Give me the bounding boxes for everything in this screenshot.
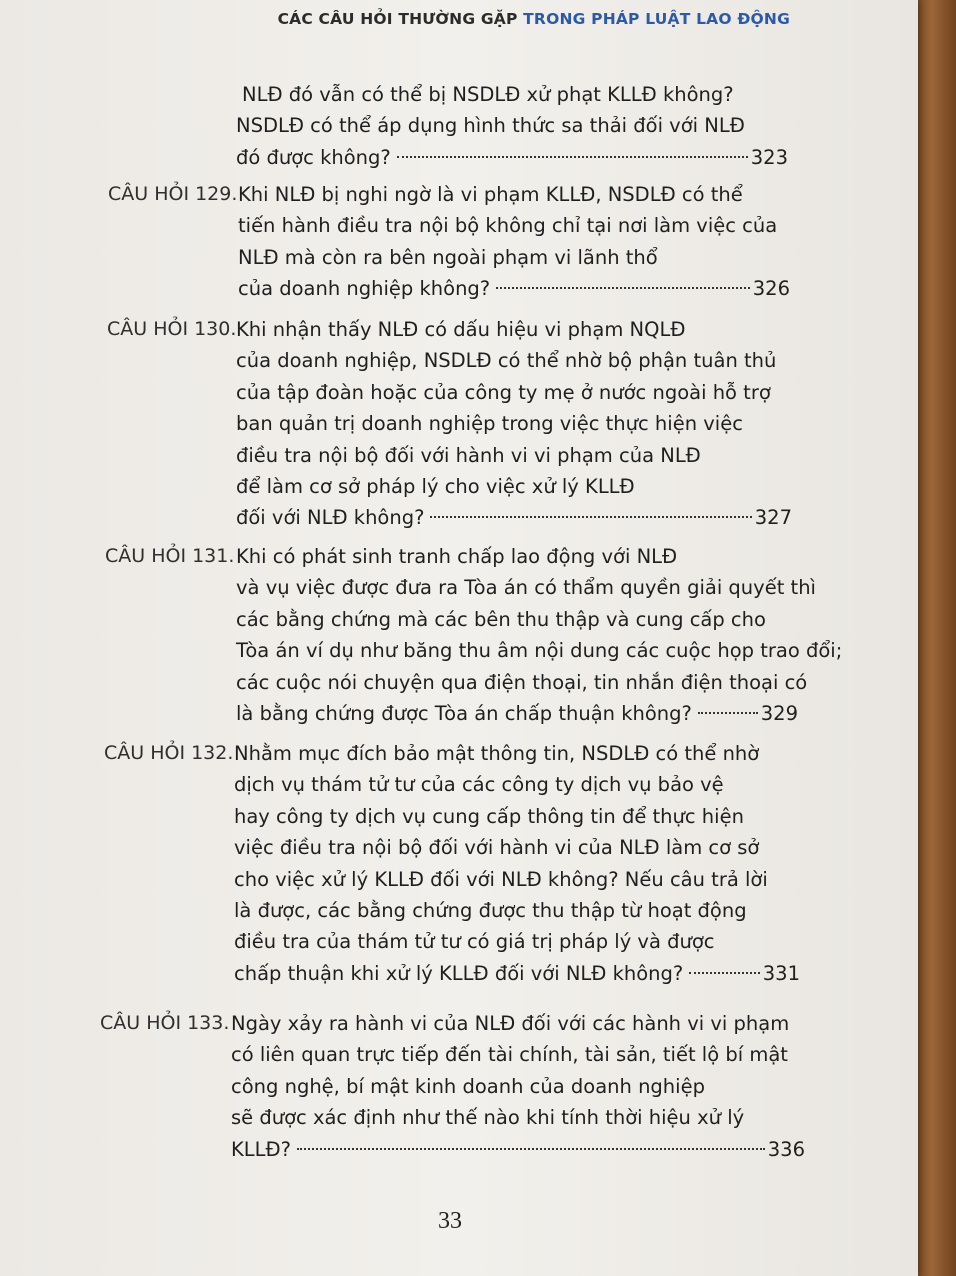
entry-line: Ngày xảy ra hành vi của NLĐ đối với các hành vi vi phạm — [231, 1012, 790, 1035]
entry-line: ban quản trị doanh nghiệp trong việc thực hiện việc — [236, 412, 743, 436]
entry-line: công nghệ, bí mật kinh doanh của doanh nghiệp — [231, 1074, 705, 1098]
dot-leader — [689, 972, 760, 974]
question-label: CÂU HỎI 130. — [107, 318, 237, 340]
entry-last-line — [238, 273, 790, 304]
entry-line: các bằng chứng mà các bên thu thập và cung cấp cho — [236, 607, 766, 631]
entry-line: dịch vụ thám tử tư của các công ty dịch vụ bảo vệ — [234, 773, 724, 797]
page-number: 331 — [762, 961, 800, 985]
page-number: 326 — [752, 277, 790, 301]
entry-line: việc điều tra nội bộ đối với hành vi của NLĐ làm cơ sở — [234, 836, 760, 860]
entry-last-line — [236, 698, 798, 729]
entry-line: là được, các bằng chứng được thu thập từ hoạt động — [234, 898, 747, 922]
entry-line: KLLĐ? — [231, 1137, 291, 1161]
entry-line: cho việc xử lý KLLĐ đối với NLĐ không? Nếu câu trả lời — [234, 867, 768, 891]
entry-line: điều tra của thám tử tư có giá trị pháp lý và được — [234, 930, 715, 954]
entry-line: điều tra nội bộ đối với hành vi vi phạm của NLĐ — [236, 443, 701, 467]
entry-line: sẽ được xác định như thế nào khi tính thời hiệu xử lý — [231, 1106, 745, 1130]
entry-line: NLĐ mà còn ra bên ngoài phạm vi lãnh thổ — [238, 245, 658, 269]
entry-line: các cuộc nói chuyện qua điện thoại, tin nhắn điện thoại có — [236, 670, 808, 694]
table-edge — [916, 0, 956, 1276]
entry-last-line — [236, 502, 792, 533]
running-header-part2: TRONG PHÁP LUẬT LAO ĐỘNG — [523, 10, 790, 28]
entry-line: có liên quan trực tiếp đến tài chính, tài sản, tiết lộ bí mật — [231, 1043, 788, 1067]
page-number: 336 — [767, 1137, 805, 1161]
entry-line: NLĐ đó vẫn có thể bị NSDLĐ xử phạt KLLĐ không? — [242, 83, 734, 106]
entry-line: Khi nhận thấy NLĐ có dấu hiệu vi phạm NQLĐ — [236, 318, 686, 341]
entry-line: của doanh nghiệp, NSDLĐ có thể nhờ bộ phận tuân thủ — [236, 349, 777, 373]
dot-leader — [496, 287, 750, 289]
entry-line: hay công ty dịch vụ cung cấp thông tin để thực hiện — [234, 804, 744, 828]
entry-last-line — [231, 1134, 805, 1165]
dot-leader — [430, 516, 751, 518]
entry-line: chấp thuận khi xử lý KLLĐ đối với NLĐ không? — [234, 961, 684, 985]
question-label: CÂU HỎI 132. — [104, 742, 234, 764]
entry-line: Tòa án ví dụ như băng thu âm nội dung các cuộc họp trao đổi; — [236, 639, 843, 663]
entry-line: của doanh nghiệp không? — [238, 277, 491, 301]
question-label: CÂU HỎI 131. — [105, 545, 235, 567]
dot-leader — [297, 1148, 765, 1150]
question-label: CÂU HỎI 133. — [100, 1012, 230, 1034]
page-number: 323 — [750, 145, 788, 169]
entry-line: đó được không? — [236, 145, 391, 169]
entry-line: đối với NLĐ không? — [236, 506, 425, 530]
dot-leader — [698, 712, 758, 714]
entry-line: Khi NLĐ bị nghi ngờ là vi phạm KLLĐ, NSDLĐ có thể — [238, 183, 743, 206]
entry-last-line — [236, 142, 788, 173]
page-number-folio: 33 — [438, 1208, 462, 1234]
question-label: CÂU HỎI 129. — [108, 183, 238, 205]
entry-last-line — [234, 958, 800, 989]
entry-line: là bằng chứng được Tòa án chấp thuận không? — [236, 701, 692, 725]
running-header-part1: CÁC CÂU HỎI THƯỜNG GẶP — [277, 10, 518, 28]
entry-line: và vụ việc được đưa ra Tòa án có thẩm quyền giải quyết thì — [236, 576, 816, 600]
entry-line: Nhằm mục đích bảo mật thông tin, NSDLĐ có thể nhờ — [234, 742, 760, 765]
entry-line: tiến hành điều tra nội bộ không chỉ tại nơi làm việc của — [238, 214, 778, 238]
entry-line: NSDLĐ có thể áp dụng hình thức sa thải đối với NLĐ — [236, 114, 745, 138]
entry-line: Khi có phát sinh tranh chấp lao động với NLĐ — [236, 545, 678, 568]
page-number: 329 — [760, 701, 798, 725]
entry-line: để làm cơ sở pháp lý cho việc xử lý KLLĐ — [236, 474, 635, 498]
page-number: 327 — [754, 506, 792, 530]
dot-leader — [397, 156, 748, 158]
entry-line: của tập đoàn hoặc của công ty mẹ ở nước ngoài hỗ trợ — [236, 380, 771, 404]
